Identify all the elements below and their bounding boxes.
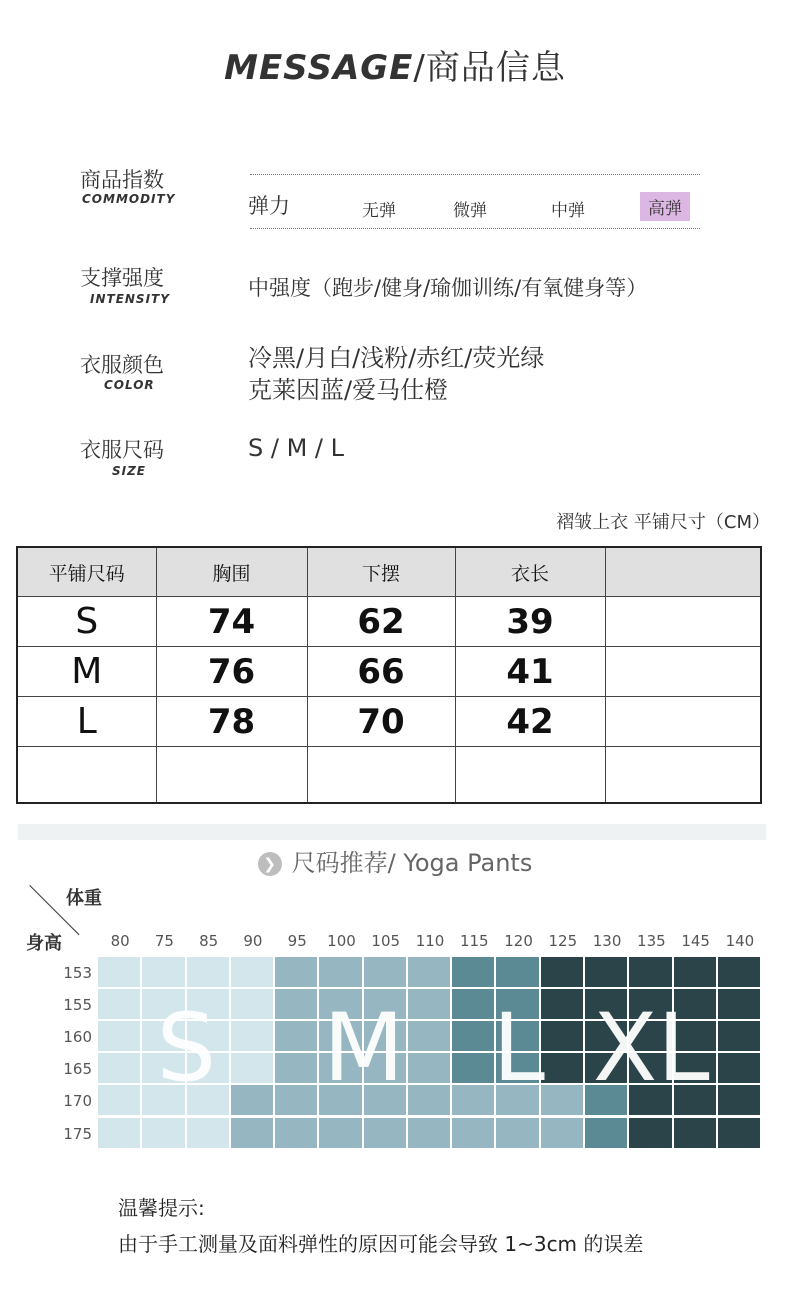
height-tick-label: 170 (63, 1092, 92, 1111)
table-cell: M (17, 647, 156, 697)
table-cell: 42 (455, 697, 605, 747)
table-cell (156, 747, 307, 804)
grid-cell-xl (674, 957, 716, 987)
table-cell: 39 (455, 597, 605, 647)
height-tick-label: 155 (63, 996, 92, 1015)
size-table (16, 546, 762, 804)
grid-cell-m (275, 1021, 317, 1051)
size-label-en: SIZE (112, 464, 147, 478)
weight-tick-label: 125 (548, 932, 578, 950)
grid-cell-m (408, 989, 450, 1019)
grid-cell-s (231, 957, 273, 987)
weight-tick-label: 115 (459, 932, 489, 950)
height-axis-label: 身高 (26, 933, 62, 954)
grid-cell-m (275, 957, 317, 987)
section-divider-strip (18, 824, 766, 840)
zone-letter-s: S (156, 994, 217, 1103)
weight-axis-label: 体重 (66, 888, 102, 909)
zone-letter-m: M (323, 994, 405, 1103)
grid-cell-xl (718, 957, 760, 987)
grid-cell-m (275, 1118, 317, 1148)
grid-cell-m (231, 1118, 273, 1148)
color-value-line1: 冷黑/月白/浅粉/赤红/荧光绿 (248, 344, 545, 372)
color-value-line2: 克莱因蓝/爱马仕橙 (248, 376, 449, 404)
table-cell (455, 747, 605, 804)
grid-cell-s (98, 1021, 140, 1051)
table-cell (605, 597, 761, 647)
header-empty (605, 547, 761, 597)
grid-cell-s (187, 957, 229, 987)
elastic-option-medium: 中弹 (551, 201, 585, 221)
grid-cell-m (408, 1053, 450, 1083)
grid-cell-xl (629, 957, 671, 987)
grid-cell-l (452, 1053, 494, 1083)
grid-cell-m (275, 1085, 317, 1115)
table-cell: S (17, 597, 156, 647)
table-cell: 78 (156, 697, 307, 747)
grid-cell-s (231, 989, 273, 1019)
weight-tick-label: 90 (243, 932, 263, 950)
grid-cell-l (452, 989, 494, 1019)
elastic-option-none: 无弹 (362, 201, 396, 221)
tip-title: 温馨提示: (118, 1196, 205, 1220)
grid-cell-m (319, 1118, 361, 1148)
intensity-value: 中强度（跑步/健身/瑜伽训练/有氧健身等） (248, 276, 648, 300)
grid-cell-xl (718, 989, 760, 1019)
color-label-en: COLOR (104, 378, 155, 392)
table-cell: 70 (307, 697, 455, 747)
height-tick-label: 153 (63, 964, 92, 982)
grid-cell-xl (541, 989, 583, 1019)
table-cell: 41 (455, 647, 605, 697)
grid-cell-s (98, 957, 140, 987)
grid-cell-m (364, 1118, 406, 1148)
grid-cell-l (496, 957, 538, 987)
grid-cell-xl (718, 1085, 760, 1115)
intensity-label: 支撑强度 (80, 266, 164, 290)
table-row (17, 747, 761, 804)
grid-cell-m (275, 1053, 317, 1083)
grid-cell-s (98, 1053, 140, 1083)
commodity-label: 商品指数 (80, 168, 164, 192)
zone-letter-l: L (492, 994, 545, 1103)
grid-cell-l (585, 1118, 627, 1148)
grid-cell-m (408, 957, 450, 987)
table-cell: 66 (307, 647, 455, 697)
size-label: 衣服尺码 (80, 438, 164, 462)
grid-cell-xl (718, 1021, 760, 1051)
weight-tick-label: 80 (110, 932, 130, 950)
weight-tick-label: 105 (371, 932, 401, 950)
grid-cell-xl (718, 1118, 760, 1148)
divider-bottom (250, 228, 700, 229)
intensity-label-en: INTENSITY (90, 292, 170, 306)
color-label: 衣服颜色 (80, 353, 164, 377)
table-cell (605, 647, 761, 697)
grid-cell-xl (541, 1021, 583, 1051)
table-cell: 74 (156, 597, 307, 647)
tip-text: 由于手工测量及面料弹性的原因可能会导致 1~3cm 的误差 (118, 1232, 644, 1256)
weight-tick-label: 95 (287, 932, 307, 950)
grid-cell-s (142, 957, 184, 987)
grid-cell-l (452, 957, 494, 987)
elastic-option-slight: 微弹 (453, 201, 487, 221)
weight-tick-label: 135 (637, 932, 666, 950)
grid-cell-m (541, 1085, 583, 1115)
grid-cell-m (408, 1118, 450, 1148)
table-cell (307, 747, 455, 804)
grid-cell-m (452, 1085, 494, 1115)
grid-cell-m (275, 989, 317, 1019)
height-tick-label: 175 (63, 1124, 92, 1143)
grid-cell-xl (718, 1053, 760, 1083)
weight-tick-label: 130 (592, 932, 622, 950)
grid-cell-xl (629, 1118, 671, 1148)
weight-tick-label: 140 (725, 932, 755, 950)
grid-cell-s (98, 1085, 140, 1115)
height-tick-label: 160 (63, 1028, 92, 1047)
grid-cell-m (319, 957, 361, 987)
grid-cell-m (364, 957, 406, 987)
grid-cell-s (98, 1118, 140, 1148)
weight-tick-label: 110 (415, 932, 445, 950)
grid-cell-m (541, 1118, 583, 1148)
grid-cell-m (452, 1118, 494, 1148)
grid-cell-m (408, 1021, 450, 1051)
table-cell: 62 (307, 597, 455, 647)
elastic-option-high-selected: 高弹 (640, 192, 690, 221)
grid-cell-xl (585, 957, 627, 987)
header-length: 衣长 (455, 547, 605, 597)
divider-top (250, 174, 700, 175)
height-tick-label: 165 (63, 1060, 92, 1079)
grid-cell-m (231, 1085, 273, 1115)
grid-cell-m (408, 1085, 450, 1115)
size-table-note: 褶皱上衣 平铺尺寸（CM） (556, 512, 770, 533)
table-cell (605, 697, 761, 747)
table-cell: L (17, 697, 156, 747)
grid-cell-l (452, 1021, 494, 1051)
weight-tick-label: 100 (327, 932, 356, 950)
grid-cell-s (98, 989, 140, 1019)
grid-cell-s (142, 1118, 184, 1148)
zone-letter-xl: XL (592, 994, 710, 1103)
grid-cell-s (231, 1053, 273, 1083)
elastic-label: 弹力 (248, 194, 290, 218)
grid-cell-xl (674, 1118, 716, 1148)
header-size: 平铺尺码 (17, 547, 156, 597)
weight-tick-label: 75 (154, 932, 174, 950)
page-title: MESSAGE/商品信息 (224, 48, 566, 88)
weight-tick-label: 145 (681, 932, 710, 950)
recommend-title-text: 尺码推荐/ Yoga Pants (291, 849, 533, 877)
grid-cell-xl (541, 957, 583, 987)
commodity-label-en: COMMODITY (82, 192, 176, 206)
table-row (17, 647, 761, 697)
grid-cell-m (496, 1118, 538, 1148)
table-cell (17, 747, 156, 804)
chevron-right-icon: ❯ (258, 852, 282, 876)
table-cell: 76 (156, 647, 307, 697)
table-row (17, 597, 761, 647)
header-hem: 下摆 (307, 547, 455, 597)
recommend-title (0, 843, 790, 878)
weight-tick-label: 120 (504, 932, 533, 950)
header-chest: 胸围 (156, 547, 307, 597)
grid-cell-s (231, 1021, 273, 1051)
weight-tick-label: 85 (199, 932, 219, 950)
grid-cell-s (187, 1118, 229, 1148)
table-header-row (17, 547, 761, 597)
table-row (17, 697, 761, 747)
grid-cell-xl (541, 1053, 583, 1083)
table-cell (605, 747, 761, 804)
size-value: S / M / L (248, 434, 344, 462)
